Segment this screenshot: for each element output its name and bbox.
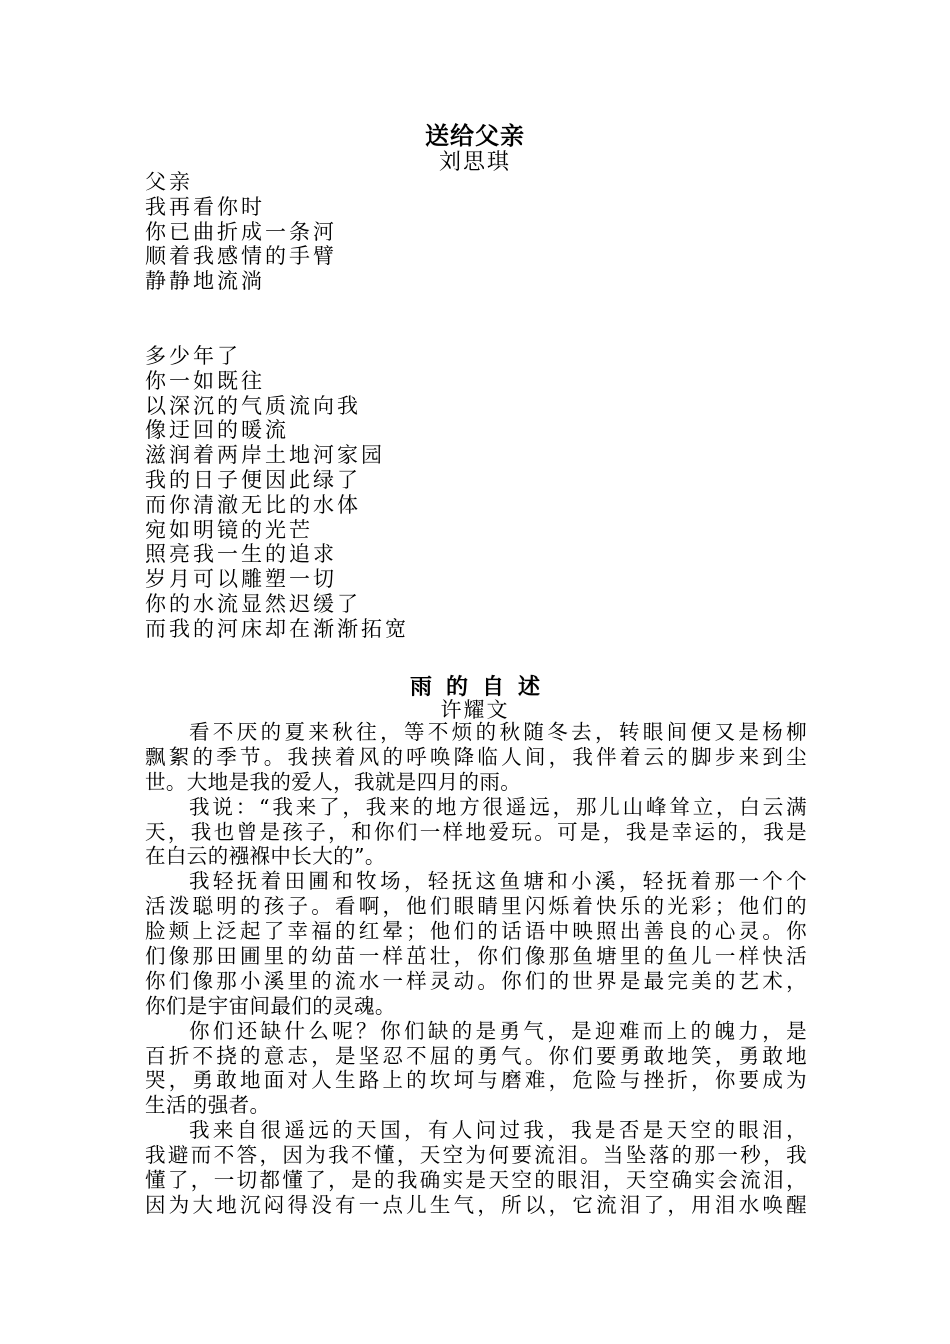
poem-line: 你的水流显然迟缓了 (145, 591, 361, 616)
essay-line: 们像那田圃里的幼苗一样茁壮，你们像那鱼塘里的鱼儿一样快活 (145, 944, 807, 969)
essay-line: 百折不挠的意志，是坚忍不屈的勇气。你们要勇敢地笑，勇敢地 (145, 1043, 807, 1068)
essay-paragraph-2 (145, 795, 807, 870)
essay-line: 生活的强者。 (145, 1093, 271, 1118)
essay-line: 我避而不答，因为我不懂，天空为何要流泪。当坠落的那一秒，我 (145, 1143, 807, 1168)
essay-paragraph-1 (145, 720, 807, 795)
essay-line: 因为大地沉闷得没有一点儿生气，所以，它流泪了，用泪水唤醒 (145, 1192, 807, 1217)
essay-line: 活泼聪明的孩子。看啊，他们眼睛里闪烁着快乐的光彩；他们的 (145, 894, 807, 919)
essay-title: 雨的自述 (409, 674, 554, 700)
essay-line: 天，我也曾是孩子，和你们一样地爱玩。可是，我是幸运的，我是 (145, 819, 807, 844)
poem-line: 而我的河床却在渐渐拓宽 (145, 616, 409, 641)
essay-line: 我来自很遥远的天国，有人问过我，我是否是天空的眼泪， (189, 1118, 807, 1143)
poem-line: 像迂回的暖流 (145, 418, 289, 443)
poem-line: 多少年了 (145, 344, 241, 368)
poem-line: 宛如明镜的光芒 (145, 517, 313, 542)
poem-line: 顺着我感情的手臂 (145, 244, 337, 269)
poem-stanza-2 (145, 344, 409, 642)
poem-title: 送给父亲 (425, 121, 525, 150)
poem-line: 我再看你时 (145, 194, 265, 219)
essay-line: 你们是宇宙间最们的灵魂。 (145, 993, 396, 1018)
essay-author: 许耀文 (440, 698, 510, 722)
essay-line: 飘絮的季节。我挟着风的呼唤降临人间，我伴着云的脚步来到尘 (145, 744, 807, 769)
essay-line: 你们像那小溪里的流水一样灵动。你们的世界是最完美的艺术， (145, 968, 807, 993)
essay-line: 我轻抚着田圃和牧场，轻抚这鱼塘和小溪，轻抚着那一个个 (189, 869, 807, 894)
poem-line: 照亮我一生的追求 (145, 542, 337, 567)
poem-line: 滋润着两岸土地河家园 (145, 443, 385, 468)
poem-author: 刘思琪 (438, 150, 511, 175)
essay-line: 你们还缺什么呢？你们缺的是勇气，是迎难而上的魄力，是 (189, 1018, 807, 1043)
poem-line: 而你清澈无比的水体 (145, 492, 361, 517)
essay-line: 看不厌的夏来秋往，等不烦的秋随冬去，转眼间便又是杨柳 (189, 720, 807, 744)
essay-line: 我说：“我来了，我来的地方很遥远，那儿山峰耸立，白云满 (189, 794, 807, 819)
essay-line: 哭，勇敢地面对人生路上的坎坷与磨难，危险与挫折，你要成为 (145, 1068, 807, 1093)
poem-line: 你一如既往 (145, 368, 265, 393)
essay-line: 在白云的襁褓中长大的”。 (145, 844, 386, 869)
poem-line: 父亲 (145, 170, 193, 194)
essay-paragraph-4 (145, 1019, 807, 1119)
poem-stanza-1 (145, 170, 337, 294)
poem-line: 我的日子便因此绿了 (145, 467, 361, 492)
poem-line: 你已曲折成一条河 (145, 219, 337, 244)
essay-line: 脸颊上泛起了幸福的红晕；他们的话语中映照出善良的心灵。你 (145, 919, 807, 944)
essay-body (145, 720, 807, 1218)
poem-line: 以深沉的气质流向我 (145, 393, 361, 418)
poem-line: 岁月可以雕塑一切 (145, 567, 337, 592)
essay-paragraph-3 (145, 869, 807, 1018)
essay-line: 世。大地是我的爱人，我就是四月的雨。 (145, 769, 522, 794)
essay-line: 懂了，一切都懂了，是的我确实是天空的眼泪，天空确实会流泪， (145, 1168, 807, 1193)
essay-paragraph-5 (145, 1118, 807, 1218)
poem-line: 静静地流淌 (145, 269, 265, 294)
